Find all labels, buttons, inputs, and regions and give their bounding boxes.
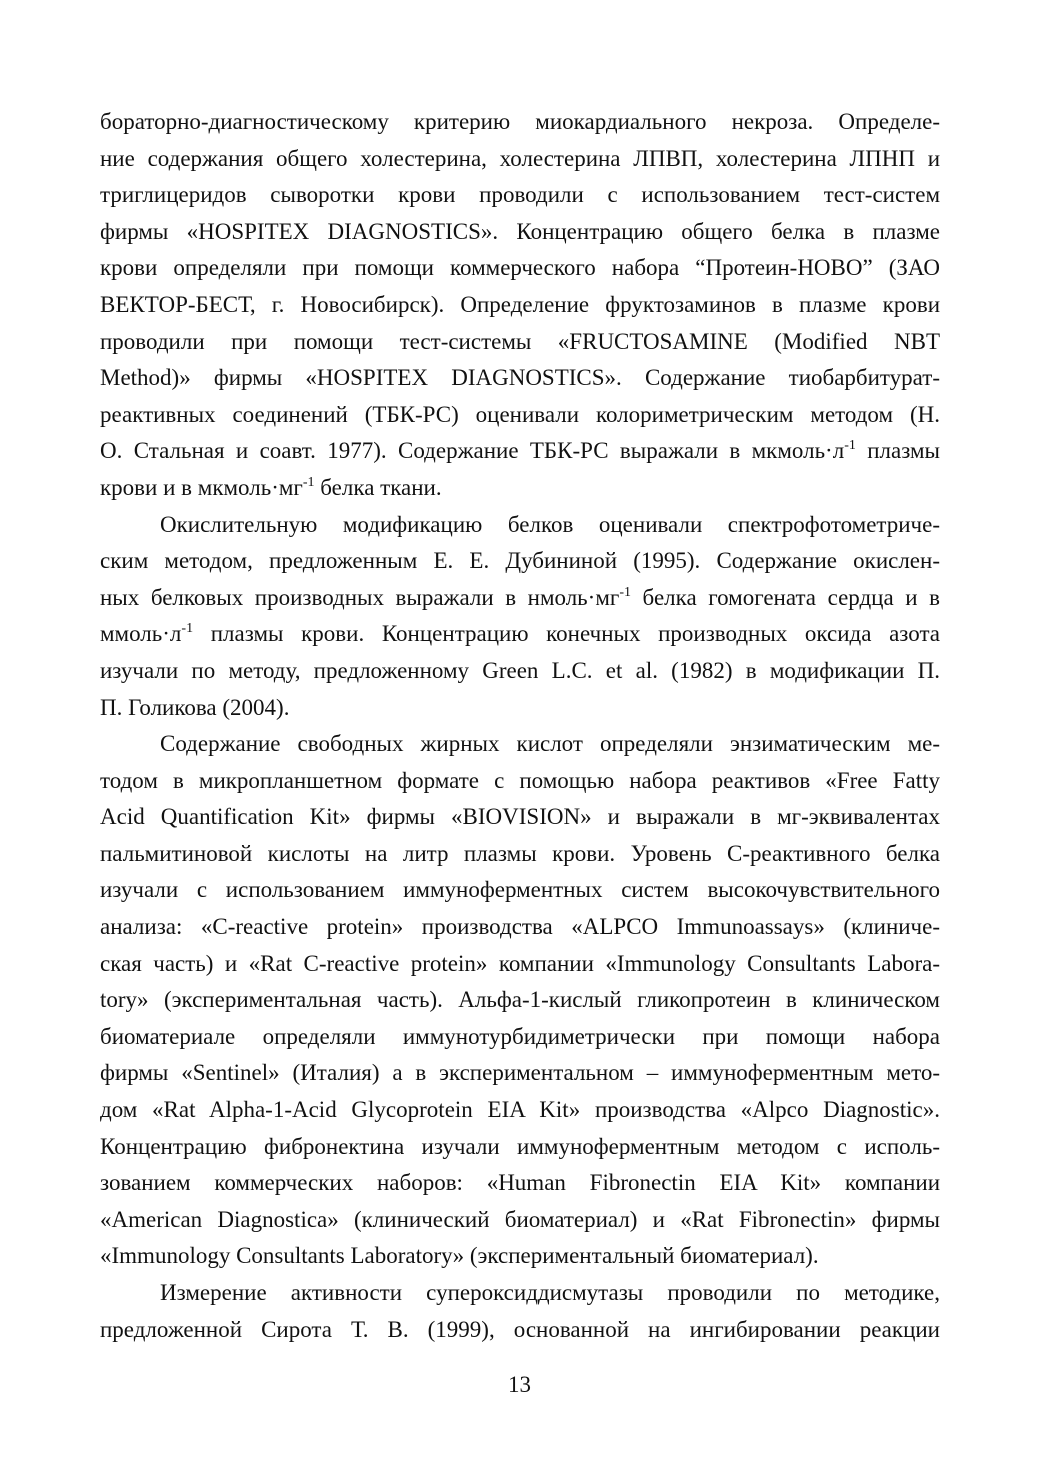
text-run: Концентрацию фибронектина изучали иммуноферментным методом с исполь- xyxy=(100,1133,940,1159)
text-run: ных белковых производных выражали в нмоль·мг xyxy=(100,584,620,610)
text-run: ммоль·л xyxy=(100,621,182,647)
text-run: Окислительную модификацию белков оценивали спектрофотометриче- xyxy=(160,511,940,537)
text-line xyxy=(100,324,940,361)
text-line xyxy=(100,433,940,470)
text-line xyxy=(100,909,940,946)
text-line xyxy=(100,836,940,873)
text-run: изучали с использованием иммуноферментных систем высокочувствительного xyxy=(100,877,940,903)
text-run: «American Diagnostica» (клинический биоматериал) и «Rat Fibronectin» фирмы xyxy=(100,1206,940,1232)
text-line xyxy=(100,1202,940,1239)
text-run: Acid Quantification Kit» фирмы «BIOVISION» и выражали в мг-эквивалентах xyxy=(100,804,940,830)
text-line xyxy=(100,1019,940,1056)
text-line xyxy=(100,982,940,1019)
text-line xyxy=(100,726,940,763)
text-line xyxy=(100,141,940,178)
text-run: плазмы крови. Концентрацию конечных производных оксида азота xyxy=(193,621,940,647)
text-run: Method)» фирмы «HOSPITEX DIAGNOSTICS». Содержание тиобарбитурат- xyxy=(100,365,940,391)
text-run: крови и в мкмоль·мг xyxy=(100,474,303,500)
text-line xyxy=(100,360,940,397)
text-run: анализа: «C-reactive protein» производства «ALPCO Immunoassays» (клиниче- xyxy=(100,914,940,940)
text-line xyxy=(100,763,940,800)
text-line xyxy=(100,470,940,507)
text-run: дом «Rat Alpha-1-Acid Glycoprotein EIA Kit» производства «Alpco Diagnostic». xyxy=(100,1097,940,1123)
text-line xyxy=(100,946,940,983)
document-page xyxy=(100,104,940,1348)
text-run: крови определяли при помощи коммерческого набора “Протеин-НОВО” (ЗАО xyxy=(100,255,940,281)
text-line xyxy=(100,799,940,836)
text-run: фирмы «HOSPITEX DIAGNOSTICS». Концентрацию общего белка в плазме xyxy=(100,218,940,244)
text-line xyxy=(100,250,940,287)
text-line xyxy=(100,1092,940,1129)
text-run: изучали по методу, предложенному Green L.C. et al. (1982) в модификации П. xyxy=(100,657,940,683)
text-run: ская часть) и «Rat C-reactive protein» компании «Immunology Consultants Labora- xyxy=(100,950,940,976)
text-run: предложенной Сирота Т. В. (1999), основанной на ингибировании реакции xyxy=(100,1316,940,1342)
text-line xyxy=(100,872,940,909)
text-line xyxy=(100,1129,940,1166)
text-run: белка ткани. xyxy=(314,474,442,500)
text-run: О. Стальная и соавт. 1977). Содержание ТБК-РС выражали в мкмоль·л xyxy=(100,438,845,464)
paragraph xyxy=(100,726,940,1275)
text-run: Измерение активности супероксиддисмутазы проводили по методике, xyxy=(160,1280,940,1305)
text-run: бораторно-диагностическому критерию миокардиального некроза. Определе- xyxy=(100,109,940,134)
page-number: 13 xyxy=(508,1372,531,1397)
superscript: -1 xyxy=(844,438,856,454)
text-line xyxy=(100,507,940,544)
text-line xyxy=(100,397,940,434)
text-run: реактивных соединений (ТБК-РС) оценивали колориметрическим методом (Н. xyxy=(100,401,940,427)
paragraph xyxy=(100,1275,940,1348)
superscript: -1 xyxy=(181,621,194,637)
paragraph xyxy=(100,507,940,727)
text-line xyxy=(100,1275,940,1312)
text-run: фирмы «Sentinel» (Италия) а в экспериментальном – иммуноферментным мето- xyxy=(100,1060,940,1086)
text-run: проводили при помощи тест-системы «FRUCTOSAMINE (Modified NBT xyxy=(100,328,940,354)
text-line xyxy=(100,616,940,653)
text-run: зованием коммерческих наборов: «Human Fibronectin EIA Kit» компании xyxy=(100,1170,940,1196)
text-run: «Immunology Consultants Laboratory» (экспериментальный биоматериал). xyxy=(100,1243,819,1269)
text-line xyxy=(100,543,940,580)
text-run: триглицеридов сыворотки крови проводили с использованием тест-систем xyxy=(100,182,940,208)
text-line xyxy=(100,1165,940,1202)
text-line xyxy=(100,104,940,141)
paragraph xyxy=(100,104,940,507)
text-line xyxy=(100,1055,940,1092)
text-run: П. Голикова (2004). xyxy=(100,694,290,720)
text-run: пальмитиновой кислоты на литр плазмы крови. Уровень С-реактивного белка xyxy=(100,840,940,866)
text-run: Содержание свободных жирных кислот определяли энзиматическим ме- xyxy=(160,731,940,757)
text-run: ВЕКТОР-БЕСТ, г. Новосибирск). Определение фруктозаминов в плазме крови xyxy=(100,291,940,317)
text-line xyxy=(100,580,940,617)
text-line xyxy=(100,1238,940,1275)
text-line xyxy=(100,653,940,690)
text-run: тодом в микропланшетном формате с помощью набора реактивов «Free Fatty xyxy=(100,767,940,793)
text-line xyxy=(100,287,940,324)
text-run: биоматериале определяли иммунотурбидиметрически при помощи набора xyxy=(100,1023,940,1049)
text-run: ние содержания общего холестерина, холестерина ЛПВП, холестерина ЛПНП и xyxy=(100,145,940,171)
text-run: tory» (экспериментальная часть). Альфа-1-кислый гликопротеин в клиническом xyxy=(100,987,940,1013)
superscript: -1 xyxy=(302,474,315,490)
text-line xyxy=(100,214,940,251)
text-run: белка гомогената сердца и в xyxy=(631,584,940,610)
superscript: -1 xyxy=(619,584,631,600)
text-line xyxy=(100,177,940,214)
text-line xyxy=(100,690,940,727)
text-run: ским методом, предложенным Е. Е. Дубининой (1995). Содержание окислен- xyxy=(100,548,940,574)
text-line xyxy=(100,1312,940,1349)
text-run: плазмы xyxy=(855,438,940,464)
